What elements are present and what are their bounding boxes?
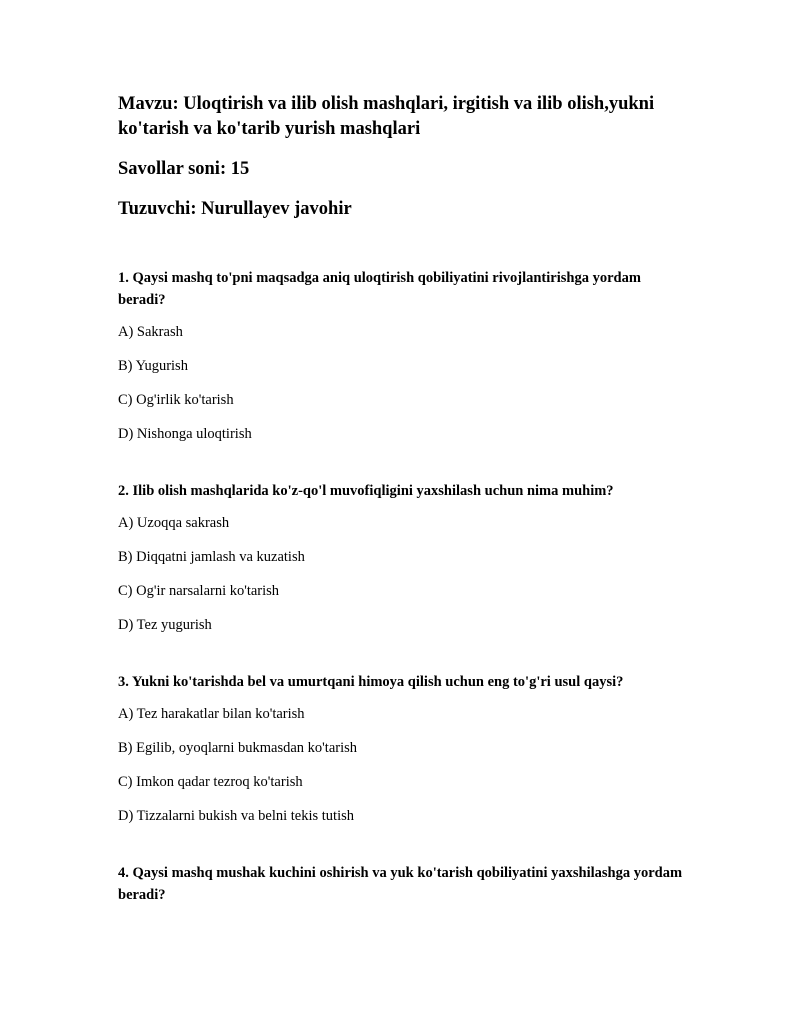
question-item (118, 480, 688, 636)
answer-option: D) Tizzalarni bukish va belni tekis tutish (118, 808, 355, 824)
question-item (118, 267, 688, 445)
answer-option: A) Tez harakatlar bilan ko'tarish (118, 706, 305, 722)
question-text: 3. Yukni ko'tarishda bel va umurtqani himoya qilish uchun eng to'g'ri usul qaysi? (118, 674, 624, 690)
answer-option: B) Egilib, oyoqlarni bukmasdan ko'tarish (118, 740, 358, 756)
document-page (118, 92, 688, 941)
document-title: Mavzu: Uloqtirish va ilib olish mashqlari, irgitish va ilib olish,yukni ko'tarish va ko'tarib yurish mashqlari (118, 94, 655, 139)
answer-option: D) Nishonga uloqtirish (118, 426, 252, 442)
question-text: 1. Qaysi mashq to'pni maqsadga aniq uloqtirish qobiliyatini rivojlantirishga yordam beradi? (118, 270, 641, 308)
question-text: 4. Qaysi mashq mushak kuchini oshirish va yuk ko'tarish qobiliyatini yaxshilashga yordam beradi? (118, 865, 683, 903)
answer-option: A) Uzoqqa sakrash (118, 515, 230, 531)
answer-option: B) Yugurish (118, 358, 188, 374)
answer-option: D) Tez yugurish (118, 617, 212, 633)
question-count: Savollar soni: 15 (118, 159, 250, 179)
answer-option: B) Diqqatni jamlash va kuzatish (118, 549, 305, 565)
answer-option: C) Og'ir narsalarni ko'tarish (118, 583, 280, 599)
author-line: Tuzuvchi: Nurullayev javohir (118, 199, 352, 219)
question-list (118, 267, 688, 906)
answer-option: C) Og'irlik ko'tarish (118, 392, 234, 408)
answer-option: C) Imkon qadar tezroq ko'tarish (118, 774, 303, 790)
question-item (118, 671, 688, 827)
question-item (118, 862, 688, 906)
question-text: 2. Ilib olish mashqlarida ko'z-qo'l muvofiqligini yaxshilash uchun nima muhim? (118, 483, 614, 499)
answer-option: A) Sakrash (118, 324, 183, 340)
